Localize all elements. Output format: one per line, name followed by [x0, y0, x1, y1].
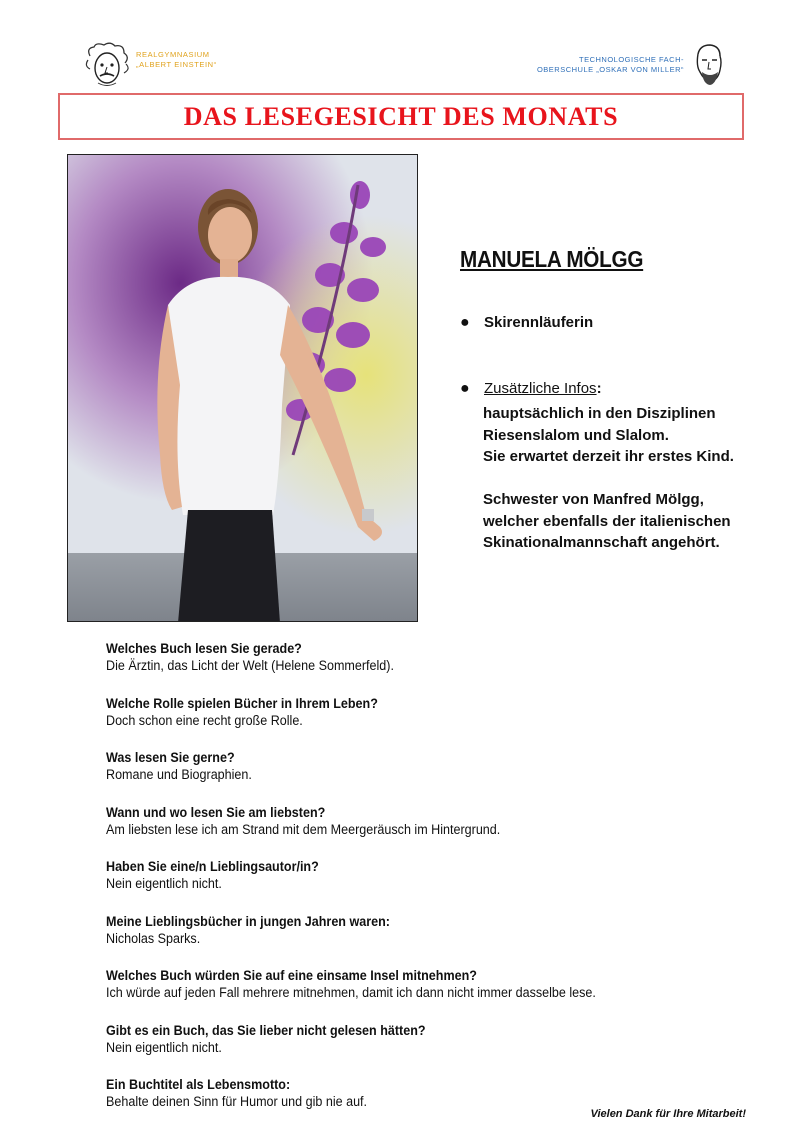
person-name: MANUELA MÖLGG	[460, 246, 644, 272]
answer: Nicholas Sparks.	[106, 930, 201, 946]
answer: Am liebsten lese ich am Strand mit dem Meergeräusch im Hintergrund.	[106, 821, 501, 837]
answer: Doch schon eine recht große Rolle.	[106, 712, 303, 728]
interview-item	[106, 695, 664, 750]
info-label-colon: :	[596, 380, 602, 397]
oskar-von-miller-portrait-icon	[690, 42, 726, 86]
info-line: hauptsächlich in den Disziplinen	[483, 405, 716, 422]
answer: Nein eigentlich nicht.	[106, 876, 222, 891]
interview-item	[106, 640, 664, 695]
right-school-name: TECHNOLOGISCHE FACH- OBERSCHULE „OSKAR VON MILLER“	[536, 55, 684, 74]
question: Was lesen Sie gerne?	[106, 750, 235, 765]
interview-item	[106, 967, 664, 1022]
answer: Ich würde auf jeden Fall mehrere mitnehmen, damit ich dann nicht immer dasselbe lese.	[106, 985, 596, 1000]
page-title: DAS LESEGESICHT DES MONATS	[183, 101, 619, 131]
question: Welche Rolle spielen Bücher in Ihrem Leben?	[106, 695, 378, 711]
left-school-name: REALGYMNASIUM „ALBERT EINSTEIN“	[136, 50, 217, 69]
info-text-block	[483, 403, 734, 554]
thank-you-note: Vielen Dank für Ihre Mitarbeit!	[590, 1108, 746, 1120]
bullet-icon: ●	[460, 314, 470, 331]
interview-item	[106, 804, 664, 859]
info-label: Zusätzliche Infos	[484, 380, 597, 397]
answer: Nein eigentlich nicht.	[106, 1039, 222, 1055]
answer: Die Ärztin, das Licht der Welt (Helene Sommerfeld).	[106, 658, 394, 673]
occupation-text: Skirennläuferin	[484, 314, 594, 331]
info-line: Skinationalmannschaft angehört.	[483, 534, 720, 551]
question: Gibt es ein Buch, das Sie lieber nicht gelesen hätten?	[106, 1022, 426, 1038]
question: Meine Lieblingsbücher in jungen Jahren waren:	[106, 913, 390, 929]
question: Haben Sie eine/n Lieblingsautor/in?	[106, 859, 319, 874]
bullet-icon: ●	[460, 380, 470, 397]
question: Wann und wo lesen Sie am liebsten?	[106, 804, 326, 820]
question: Ein Buchtitel als Lebensmotto:	[106, 1077, 291, 1092]
interview-item	[106, 913, 664, 968]
answer: Behalte deinen Sinn für Humor und gib nie auf.	[106, 1094, 368, 1109]
einstein-portrait-icon	[82, 42, 132, 88]
title-frame	[58, 93, 744, 140]
question: Welches Buch lesen Sie gerade?	[106, 641, 302, 656]
interview-item	[106, 858, 664, 913]
answer: Romane und Biographien.	[106, 767, 252, 782]
info-line: Schwester von Manfred Mölgg,	[483, 491, 704, 508]
interview-item	[106, 1076, 664, 1131]
portrait-photo	[67, 154, 418, 622]
info-spacer	[483, 468, 734, 490]
info-line: welcher ebenfalls der italienischen	[483, 512, 731, 530]
interview-item	[106, 1022, 664, 1077]
question: Welches Buch würden Sie auf eine einsame Insel mitnehmen?	[106, 968, 477, 983]
interview-item	[106, 749, 664, 804]
interview-list	[106, 640, 664, 1131]
info-line: Riesenslalom und Slalom.	[483, 426, 669, 444]
info-line: Sie erwartet derzeit ihr erstes Kind.	[483, 448, 734, 465]
